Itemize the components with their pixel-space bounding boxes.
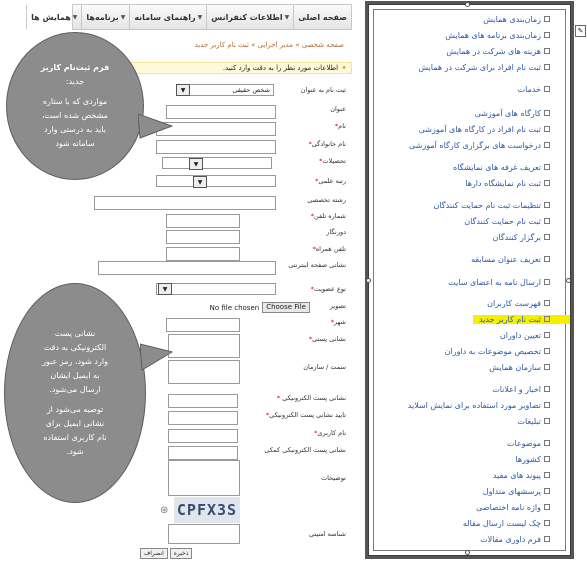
menu-item[interactable]: هزینه های شرکت در همایش — [446, 47, 550, 56]
rank-select[interactable] — [156, 175, 276, 187]
menu-item[interactable]: کشورها — [515, 455, 550, 464]
chevron-down-icon[interactable]: ▼ — [158, 283, 172, 295]
menu-item-new-user-highlighted[interactable]: ثبت نام کاربر جدید — [473, 315, 570, 324]
page-icon — [544, 256, 550, 262]
image-label: تصویر — [329, 302, 346, 310]
chevron-down-icon: ▼ — [120, 13, 126, 21]
callout-line: فرم ثبت‌نام کاربر — [40, 63, 110, 72]
field-membership — [72, 283, 352, 299]
page-icon — [544, 126, 550, 132]
menu-item[interactable]: تنظیمات ثبت نام حمایت کنندگان — [433, 201, 550, 210]
page-icon — [544, 504, 550, 510]
field-rank — [72, 175, 352, 191]
callout-pointer-top — [138, 108, 174, 142]
breadcrumb[interactable]: صفحه شخصی » مدیر اجرایی » ثبت نام کاربر جدید — [194, 41, 344, 49]
menu-item[interactable]: تبلیغات — [517, 417, 550, 426]
page-icon — [544, 332, 550, 338]
page-icon — [544, 440, 550, 446]
menu-item[interactable]: تصاویر مورد استفاده برای نمایش اسلاید — [408, 401, 550, 410]
resize-handle[interactable] — [366, 278, 371, 283]
resize-handle[interactable] — [465, 550, 470, 555]
page-icon — [544, 180, 550, 186]
chevron-down-icon[interactable]: ▼ — [176, 84, 190, 96]
callout-line: شود. — [66, 447, 84, 456]
menu-item[interactable]: تخصیص موضوعات به داوران — [445, 347, 550, 356]
username-input[interactable] — [168, 429, 238, 443]
callout-line: نام کاربری استفاده — [43, 433, 107, 442]
menu-item[interactable]: زمان‌بندی همایش — [483, 15, 550, 24]
title-label: عنوان — [330, 105, 346, 113]
menu-item[interactable]: ارسال نامه به اعضای سایت — [448, 278, 550, 287]
page-icon — [544, 316, 550, 322]
cancel-button[interactable]: انصراف — [140, 548, 168, 559]
callout-line: نشانی پست — [54, 329, 96, 338]
email-confirm-label: تایید نشانی پست الکترونیکی* — [265, 411, 346, 419]
nav-programs[interactable]: برنامه‌ها ▼ — [81, 5, 129, 29]
chevron-down-icon: ▼ — [284, 13, 290, 21]
desc-label: توضیحات — [321, 474, 346, 482]
register-as-label: ثبت نام به عنوان — [300, 86, 346, 94]
menu-item[interactable]: ثبت نام حمایت کنندگان — [464, 217, 550, 226]
page-icon — [544, 488, 550, 494]
menu-item[interactable]: ثبت نام نمایشگاه دارها — [465, 179, 550, 188]
page-icon — [544, 86, 550, 92]
education-select[interactable] — [162, 157, 272, 169]
page-icon — [544, 32, 550, 38]
email-confirm-input[interactable] — [168, 411, 238, 425]
address-textarea[interactable] — [168, 334, 240, 358]
page-icon — [544, 110, 550, 116]
page-icon — [544, 16, 550, 22]
file-upload — [210, 302, 310, 313]
phone-label: شماره تلفن* — [310, 212, 346, 220]
menu-item[interactable]: تعریف عنوان مسابقه — [471, 255, 550, 264]
menu-item[interactable]: واژه نامه اختصاصی — [476, 503, 550, 512]
register-as-select[interactable]: شخص حقیقی — [188, 84, 274, 96]
callout-line: ارسال می‌شود. — [49, 385, 101, 394]
page-icon — [544, 164, 550, 170]
fax-input[interactable] — [166, 230, 240, 244]
title-input[interactable] — [166, 105, 276, 119]
specialty-label: رشته تخصصی — [307, 196, 346, 204]
callout-line: الکترونیکی به دقت — [43, 343, 107, 352]
website-input[interactable] — [98, 261, 276, 275]
document-edit-icon: ✎ — [575, 25, 586, 37]
page-icon — [544, 300, 550, 306]
mobile-label: تلفن همراه* — [312, 245, 346, 253]
page-icon — [544, 418, 550, 424]
choose-file-button[interactable]: Choose File — [262, 302, 310, 313]
menu-item[interactable]: پرسشهای متداول — [483, 487, 550, 496]
info-message: ✦اطلاعات مورد نظر را به دقت وارد کنید. — [97, 62, 352, 74]
page-icon — [544, 364, 550, 370]
callout-pointer-bottom — [140, 338, 174, 378]
page-icon — [544, 48, 550, 54]
address-label: نشانی پستی* — [308, 335, 346, 343]
page-icon — [544, 234, 550, 240]
callout-bubble-top — [6, 32, 144, 180]
field-phone — [72, 210, 352, 226]
page-icon — [544, 142, 550, 148]
alt-email-input[interactable] — [168, 446, 238, 460]
menu-item[interactable]: درخواست های برگزاری کارگاه آموزشی — [409, 141, 550, 150]
callout-line: مشخص شده است، — [42, 111, 108, 120]
page-icon — [544, 402, 550, 408]
callout-line: جدید: — [65, 77, 85, 86]
field-fax — [72, 226, 352, 242]
page-icon — [544, 64, 550, 70]
menu-item[interactable]: برگزار کنندگان — [493, 233, 550, 242]
chevron-down-icon: ▼ — [197, 13, 203, 21]
desc-textarea[interactable] — [168, 460, 240, 496]
menu-item[interactable]: ثبت نام افراد برای شرکت در همایش — [418, 63, 550, 72]
menu-item[interactable]: سازمان همایش — [489, 363, 550, 372]
website-label: نشانی صفحه اینترنتی — [288, 261, 346, 269]
page-icon — [544, 536, 550, 542]
nav-conferences[interactable]: همایش ها ▼ — [26, 5, 81, 29]
nav-system-guide[interactable]: راهنمای سامانه ▼ — [129, 5, 206, 29]
menu-item[interactable]: تعیین داوران — [500, 331, 550, 340]
lightbulb-icon: ✦ — [341, 64, 347, 72]
menu-item[interactable]: فهرست کاربران — [487, 299, 550, 308]
menu-item[interactable]: چک لیست ارسال مقاله — [463, 519, 550, 528]
field-mobile — [72, 243, 352, 259]
admin-menu-panel — [368, 4, 571, 556]
org-label: سمت / سازمان — [303, 363, 346, 371]
page-icon — [544, 456, 550, 462]
menu-item[interactable]: خدمات — [518, 85, 550, 94]
security-input[interactable] — [168, 524, 240, 544]
page-icon — [544, 386, 550, 392]
name-input[interactable] — [156, 122, 276, 136]
top-navigation-bar — [31, 4, 352, 30]
chevron-down-icon: ▼ — [72, 13, 78, 21]
menu-item[interactable]: زمان‌بندی برنامه های همایش — [445, 31, 550, 40]
menu-item[interactable]: کارگاه های آموزشی — [475, 109, 550, 118]
username-label: نام کاربری* — [314, 429, 346, 437]
callout-line: سامانه شود — [55, 139, 95, 148]
nav-home[interactable]: صفحه اصلی — [293, 5, 351, 29]
menu-item[interactable]: اخبار و اعلانات — [492, 385, 550, 394]
specialty-input[interactable] — [94, 196, 276, 210]
callout-line: نشانی ایمیل برای — [45, 419, 105, 428]
callout-bubble-bottom — [4, 283, 146, 503]
membership-label: نوع عضویت* — [310, 285, 346, 293]
chevron-down-icon[interactable]: ▼ — [193, 176, 207, 188]
menu-item[interactable]: موضوعات — [507, 439, 550, 448]
menu-item[interactable]: پیوند های مفید — [493, 471, 550, 480]
city-label: شهر* — [330, 318, 346, 326]
callout-line: وارد شود، رمز عبور — [42, 357, 108, 366]
resize-handle[interactable] — [465, 2, 470, 7]
captcha-image: CPFX3S — [174, 497, 240, 523]
page-icon — [544, 520, 550, 526]
membership-select[interactable] — [156, 283, 276, 295]
callout-line: توصیه می‌شود از — [46, 405, 104, 414]
family-input[interactable] — [156, 140, 276, 154]
page-icon — [544, 472, 550, 478]
family-label: نام خانوادگی* — [308, 140, 346, 148]
email-label: نشانی پست الکترونیکی * — [276, 394, 346, 402]
callout-line: مواردی که با ستاره — [42, 97, 108, 106]
chevron-down-icon[interactable]: ▼ — [189, 158, 203, 170]
menu-item[interactable]: فرم داوری مقالات — [480, 535, 550, 544]
education-label: تحصیلات* — [319, 157, 346, 165]
field-security — [72, 528, 352, 544]
rank-label: رتبه علمی* — [315, 177, 346, 185]
org-textarea[interactable] — [168, 360, 240, 384]
menu-item[interactable]: تعریف غرفه های نمایشگاه — [453, 163, 550, 172]
refresh-icon[interactable]: ⊛ — [160, 505, 169, 516]
page-icon — [544, 348, 550, 354]
email-input[interactable] — [168, 394, 238, 408]
field-website — [72, 259, 352, 275]
callout-line: باید به درستی وارد — [44, 125, 106, 134]
menu-item[interactable]: ثبت نام افراد در کارگاه های آموزشی — [419, 125, 550, 134]
save-button[interactable]: ذخیره — [170, 548, 193, 559]
field-specialty — [72, 194, 352, 210]
file-status: No file chosen — [209, 303, 260, 312]
nav-conference-info[interactable]: اطلاعات کنفرانس ▼ — [206, 5, 293, 29]
page-icon — [544, 202, 550, 208]
name-label: نام* — [334, 122, 346, 130]
city-input[interactable] — [166, 318, 240, 332]
fax-label: دورنگار — [326, 228, 346, 236]
page-icon — [544, 218, 550, 224]
alt-email-label: نشانی پست الکترونیکی کمکی — [264, 446, 346, 454]
form-buttons — [140, 548, 192, 559]
callout-line: به ایمیل ایشان — [50, 371, 100, 380]
security-label: شناسه امنیتی — [309, 530, 346, 538]
page-icon — [544, 279, 550, 285]
resize-handle[interactable] — [566, 278, 571, 283]
